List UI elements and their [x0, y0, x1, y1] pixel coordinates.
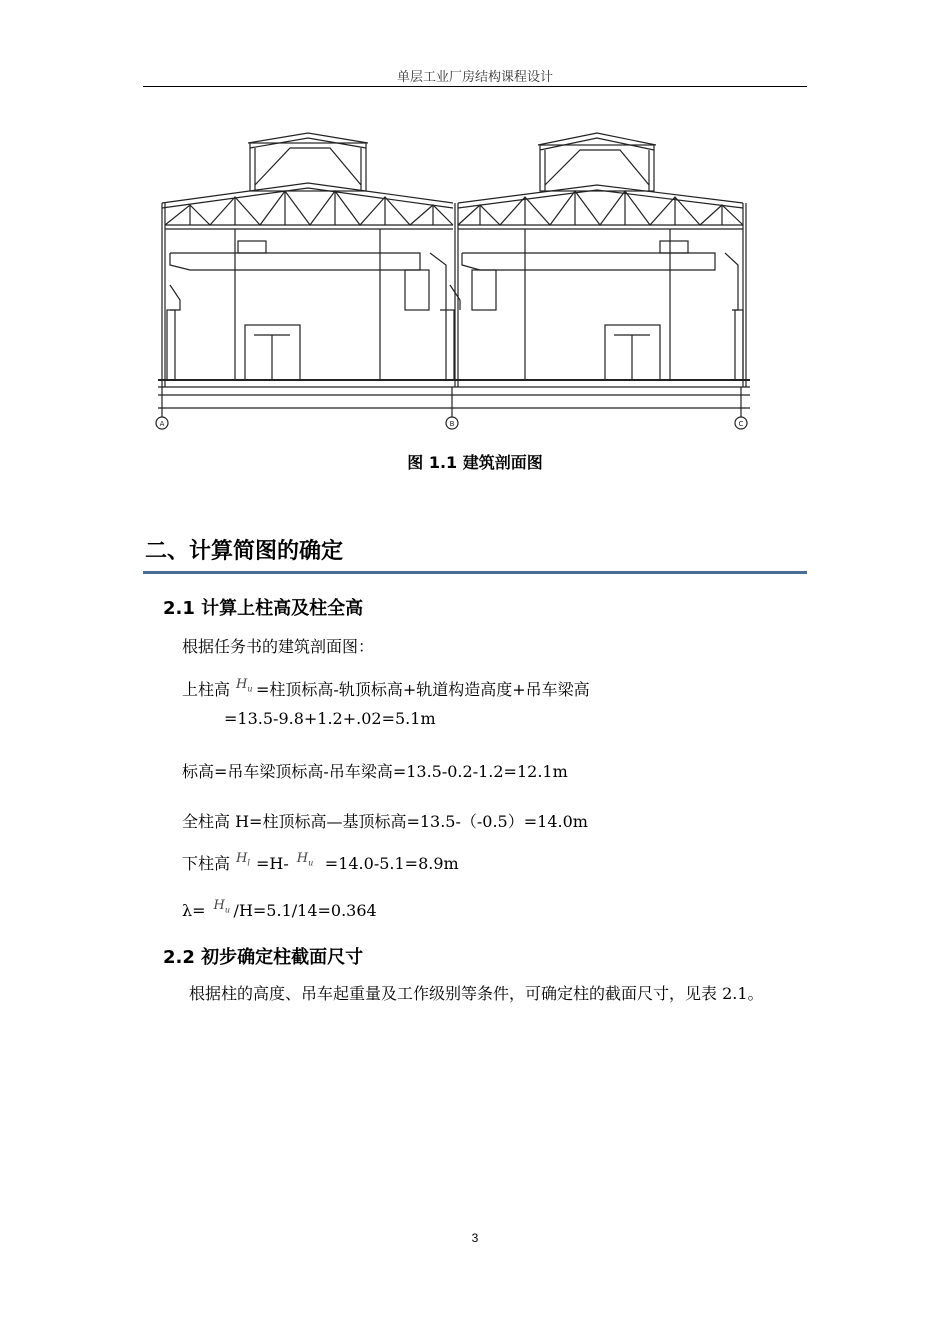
text-prefix: 上柱高: [182, 680, 231, 699]
symbol-hl: $H_l$: [236, 851, 250, 868]
text-mid: =H-: [256, 854, 289, 873]
lambda-line: [182, 898, 377, 920]
text-line: 全柱高 H=柱顶标高—基顶标高=13.5-（-0.5）=14.0m: [182, 812, 588, 831]
text-rest: =柱顶标高-轨顶标高+轨道构造高度+吊车梁高: [256, 680, 590, 699]
symbol-hu: $H_u$: [296, 851, 314, 868]
page-number: 3: [471, 1231, 479, 1245]
text-line: 标高=吊车梁顶标高-吊车梁高=13.5-0.2-1.2=12.1m: [182, 762, 568, 781]
text-prefix: 下柱高: [182, 854, 231, 873]
header-title: 单层工业厂房结构课程设计: [396, 70, 553, 85]
figure-caption: 图 1.1 建筑剖面图: [407, 453, 543, 472]
symbol-hu: $H_u$: [236, 677, 253, 694]
subsection-2-1-heading: 2.1 计算上柱高及柱全高: [163, 598, 364, 619]
lower-column-height-line: [182, 851, 459, 874]
body-paragraph: 根据柱的高度、吊车起重量及工作级别等条件，可确定柱的截面尺寸，见表 2.1。: [189, 984, 764, 1003]
axis-label-c: C: [738, 420, 744, 428]
symbol-hu: $H_u$: [213, 898, 231, 915]
section-rule: [143, 571, 807, 574]
axis-label-a: A: [159, 420, 165, 428]
building-section-figure: [150, 125, 810, 440]
header-rule: [143, 86, 807, 87]
upper-column-height-line: [182, 677, 590, 700]
text-prefix: λ=: [182, 901, 206, 920]
text-rest: /H=5.1/14=0.364: [233, 901, 377, 920]
text-line: =13.5-9.8+1.2+.02=5.1m: [224, 709, 436, 728]
text-line: 根据任务书的建筑剖面图：: [182, 637, 375, 656]
text-rest: =14.0-5.1=8.9m: [324, 854, 459, 873]
axis-label-b: B: [449, 420, 455, 428]
subsection-2-2-heading: 2.2 初步确定柱截面尺寸: [163, 947, 364, 968]
section-heading: 二、计算简图的确定: [145, 539, 344, 564]
